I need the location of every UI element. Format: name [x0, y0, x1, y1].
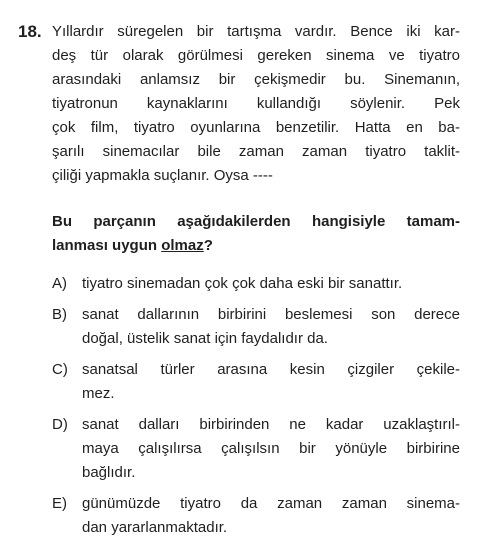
passage-line: şarılı sinemacılar bile zaman zaman tiyatro taklit-	[52, 143, 460, 160]
question-number: 18.	[18, 22, 42, 41]
option-e[interactable]	[52, 492, 460, 540]
option-text: mez.	[82, 385, 115, 402]
option-text: sanat dallarının birbirini beslemesi son derece	[82, 306, 460, 323]
option-b[interactable]	[52, 303, 460, 351]
option-c[interactable]	[52, 358, 460, 406]
passage-line: tiyatronun kaynaklarını kullandığı söylenir. Pek	[52, 95, 460, 112]
option-text: doğal, üstelik sanat için faydalıdır da.	[82, 330, 328, 347]
passage-line: deş tür olarak görülmesi gereken sinema ve tiyatro	[52, 47, 460, 64]
prompt-line: Bu parçanın aşağıdakilerden hangisiyle tamam-	[52, 213, 460, 230]
option-letter: E)	[52, 495, 67, 512]
passage-line: çok film, tiyatro oyunlarına benzetilir. Hatta en ba-	[52, 119, 460, 136]
option-text: dan yararlanmaktadır.	[82, 519, 228, 536]
passage-line: Yıllardır süregelen bir tartışma vardır. Bence iki kar-	[52, 23, 460, 40]
option-letter: C)	[52, 361, 68, 378]
prompt-line-text: lanması uygun	[52, 237, 162, 254]
option-letter: B)	[52, 306, 67, 323]
answer-options	[52, 272, 460, 547]
option-text: maya çalışılırsa çalışılsın bir yönüyle birbirine	[82, 440, 460, 457]
prompt-question-mark: ?	[203, 237, 213, 254]
option-text: bağlıdır.	[82, 464, 136, 481]
option-letter: D)	[52, 416, 68, 433]
option-text: sanatsal türler arasına kesin çizgiler çekile-	[82, 361, 460, 378]
option-text: sanat dalları birbirinden ne kadar uzaklaştırıl-	[82, 416, 460, 433]
passage-line: çiliği yapmakla suçlanır. Oysa ----	[52, 167, 273, 184]
prompt-emphasis: olmaz	[161, 237, 204, 254]
option-letter: A)	[52, 275, 67, 292]
passage-line: arasındaki anlamsız bir çekişmedir bu. Sinemanın,	[52, 71, 460, 88]
question-prompt	[52, 210, 460, 258]
option-d[interactable]	[52, 413, 460, 485]
option-text: tiyatro sinemadan çok çok daha eski bir sanattır.	[82, 275, 403, 292]
option-a[interactable]	[52, 272, 460, 296]
prompt-line-2	[52, 234, 460, 258]
question-passage	[52, 20, 460, 188]
option-text: günümüzde tiyatro da zaman zaman sinema-	[82, 495, 460, 512]
